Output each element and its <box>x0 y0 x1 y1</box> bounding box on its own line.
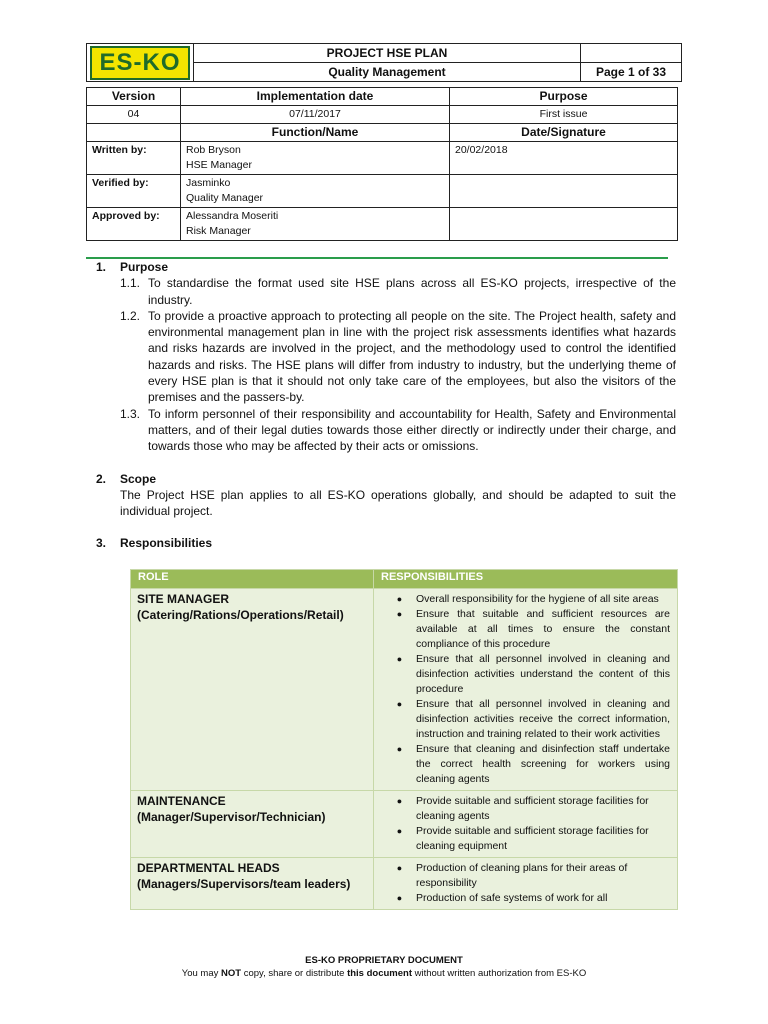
list-item: ● Production of safe systems of work for all <box>396 892 608 904</box>
person-role: Risk Manager <box>186 225 251 237</box>
section-responsibilities-heading: 3. Responsibilities <box>96 536 213 551</box>
version-value: 04 <box>87 106 181 124</box>
col-date-signature: Date/Signature <box>450 124 678 142</box>
footer-notice: You may NOT copy, share or distribute this document without written authorization from ES-KO <box>181 968 587 979</box>
row-label: Written by: <box>87 142 181 175</box>
role-cell: DEPARTMENTAL HEADS (Managers/Supervisors/team leaders) <box>131 858 374 910</box>
logo-cell <box>87 44 194 82</box>
section-purpose-heading: 1. Purpose <box>96 260 169 274</box>
section-scope-heading: 2. Scope <box>96 471 157 486</box>
responsibilities-cell <box>374 858 678 910</box>
col-role: ROLE <box>131 570 374 589</box>
name-cell <box>181 175 450 208</box>
col-function: Function/Name <box>181 124 450 142</box>
person-role: HSE Manager <box>186 159 252 171</box>
doc-subtitle: Quality Management <box>194 63 581 82</box>
esko-logo: ES-KO <box>90 46 190 80</box>
footer-proprietary: ES-KO PROPRIETARY DOCUMENT <box>305 955 463 966</box>
doc-title: PROJECT HSE PLAN <box>194 44 581 63</box>
role-cell: MAINTENANCE (Manager/Supervisor/Technician) <box>131 791 374 858</box>
date-cell <box>450 175 678 208</box>
purpose-item: 1.1. To standardise the format used site HSE plans across all ES-KO projects, irrespective of the industry. <box>120 276 676 307</box>
purpose-item: 1.3. To inform personnel of their responsibility and accountability for Health, Safety and Environmental matters, and of their legal duties towards those either directly or indirectly under their charge, and towards those who may be affected by their acts or omissions. <box>120 406 676 454</box>
approved-by-row <box>87 208 678 241</box>
person-role: Quality Manager <box>186 192 264 204</box>
list-item: ● Ensure that cleaning and disinfection staff undertake the correct health screening for workers using cleaning agents <box>396 743 670 785</box>
written-by-row <box>87 142 678 175</box>
responsibilities-table <box>130 569 678 910</box>
name-cell <box>181 142 450 175</box>
table-row <box>131 589 678 791</box>
purpose-item: 1.2. To provide a proactive approach to protecting all people on the site. The Project health, safety and environmental management plan in line with the project risk assessments identifies what hazards and risks hazards are involved in the project, and the methodology used to control the identified hazards and risks. The HSE plans will differ from industry to industry, but the underlying theme of every HSE plan is that it should not only take care of the employees, but also the visitors of the premises and the passers-by. <box>120 308 676 405</box>
purpose-value: First issue <box>450 106 678 124</box>
blank-cell <box>87 124 181 142</box>
col-responsibilities: RESPONSIBILITIES <box>374 570 678 589</box>
responsibilities-cell <box>374 589 678 791</box>
col-version: Version <box>87 88 181 106</box>
header-blank <box>581 44 682 63</box>
name-cell <box>181 208 450 241</box>
table-row <box>131 858 678 910</box>
document-header <box>86 43 682 82</box>
document-body <box>96 259 676 552</box>
role-cell: SITE MANAGER (Catering/Rations/Operations/Retail) <box>131 589 374 791</box>
person-name: Rob Bryson <box>186 144 241 156</box>
list-item: ● Overall responsibility for the hygiene of all site areas <box>396 593 659 605</box>
list-item: ● Production of cleaning plans for their areas of responsibility <box>396 862 628 889</box>
list-item: ● Provide suitable and sufficient storage facilities for cleaning agents <box>396 795 649 822</box>
scope-text: The Project HSE plan applies to all ES-KO operations globally, and should be adapted to suit the individual project. <box>120 487 676 519</box>
responsibilities-cell <box>374 791 678 858</box>
page-number: Page 1 of 33 <box>581 63 682 82</box>
row-label: Verified by: <box>87 175 181 208</box>
list-item: ● Ensure that all personnel involved in cleaning and disinfection activities receive the correct information, instruction and training related to their work activities <box>396 698 670 740</box>
row-label: Approved by: <box>87 208 181 241</box>
person-name: Alessandra Moseriti <box>186 210 279 222</box>
list-item: ● Ensure that suitable and sufficient resources are available at all times to ensure the constant compliance of this procedure <box>396 608 670 650</box>
list-item: ● Provide suitable and sufficient storage facilities for cleaning equipment <box>396 825 649 852</box>
list-item: ● Ensure that all personnel involved in cleaning and disinfection activities understand the content of this procedure <box>396 653 670 695</box>
version-table <box>86 87 678 241</box>
col-impl-date: Implementation date <box>181 88 450 106</box>
impl-date-value: 07/11/2017 <box>181 106 450 124</box>
col-purpose: Purpose <box>450 88 678 106</box>
person-name: Jasminko <box>186 177 231 189</box>
date-cell <box>450 208 678 241</box>
date-cell: 20/02/2018 <box>450 142 678 175</box>
table-row <box>131 791 678 858</box>
verified-by-row <box>87 175 678 208</box>
